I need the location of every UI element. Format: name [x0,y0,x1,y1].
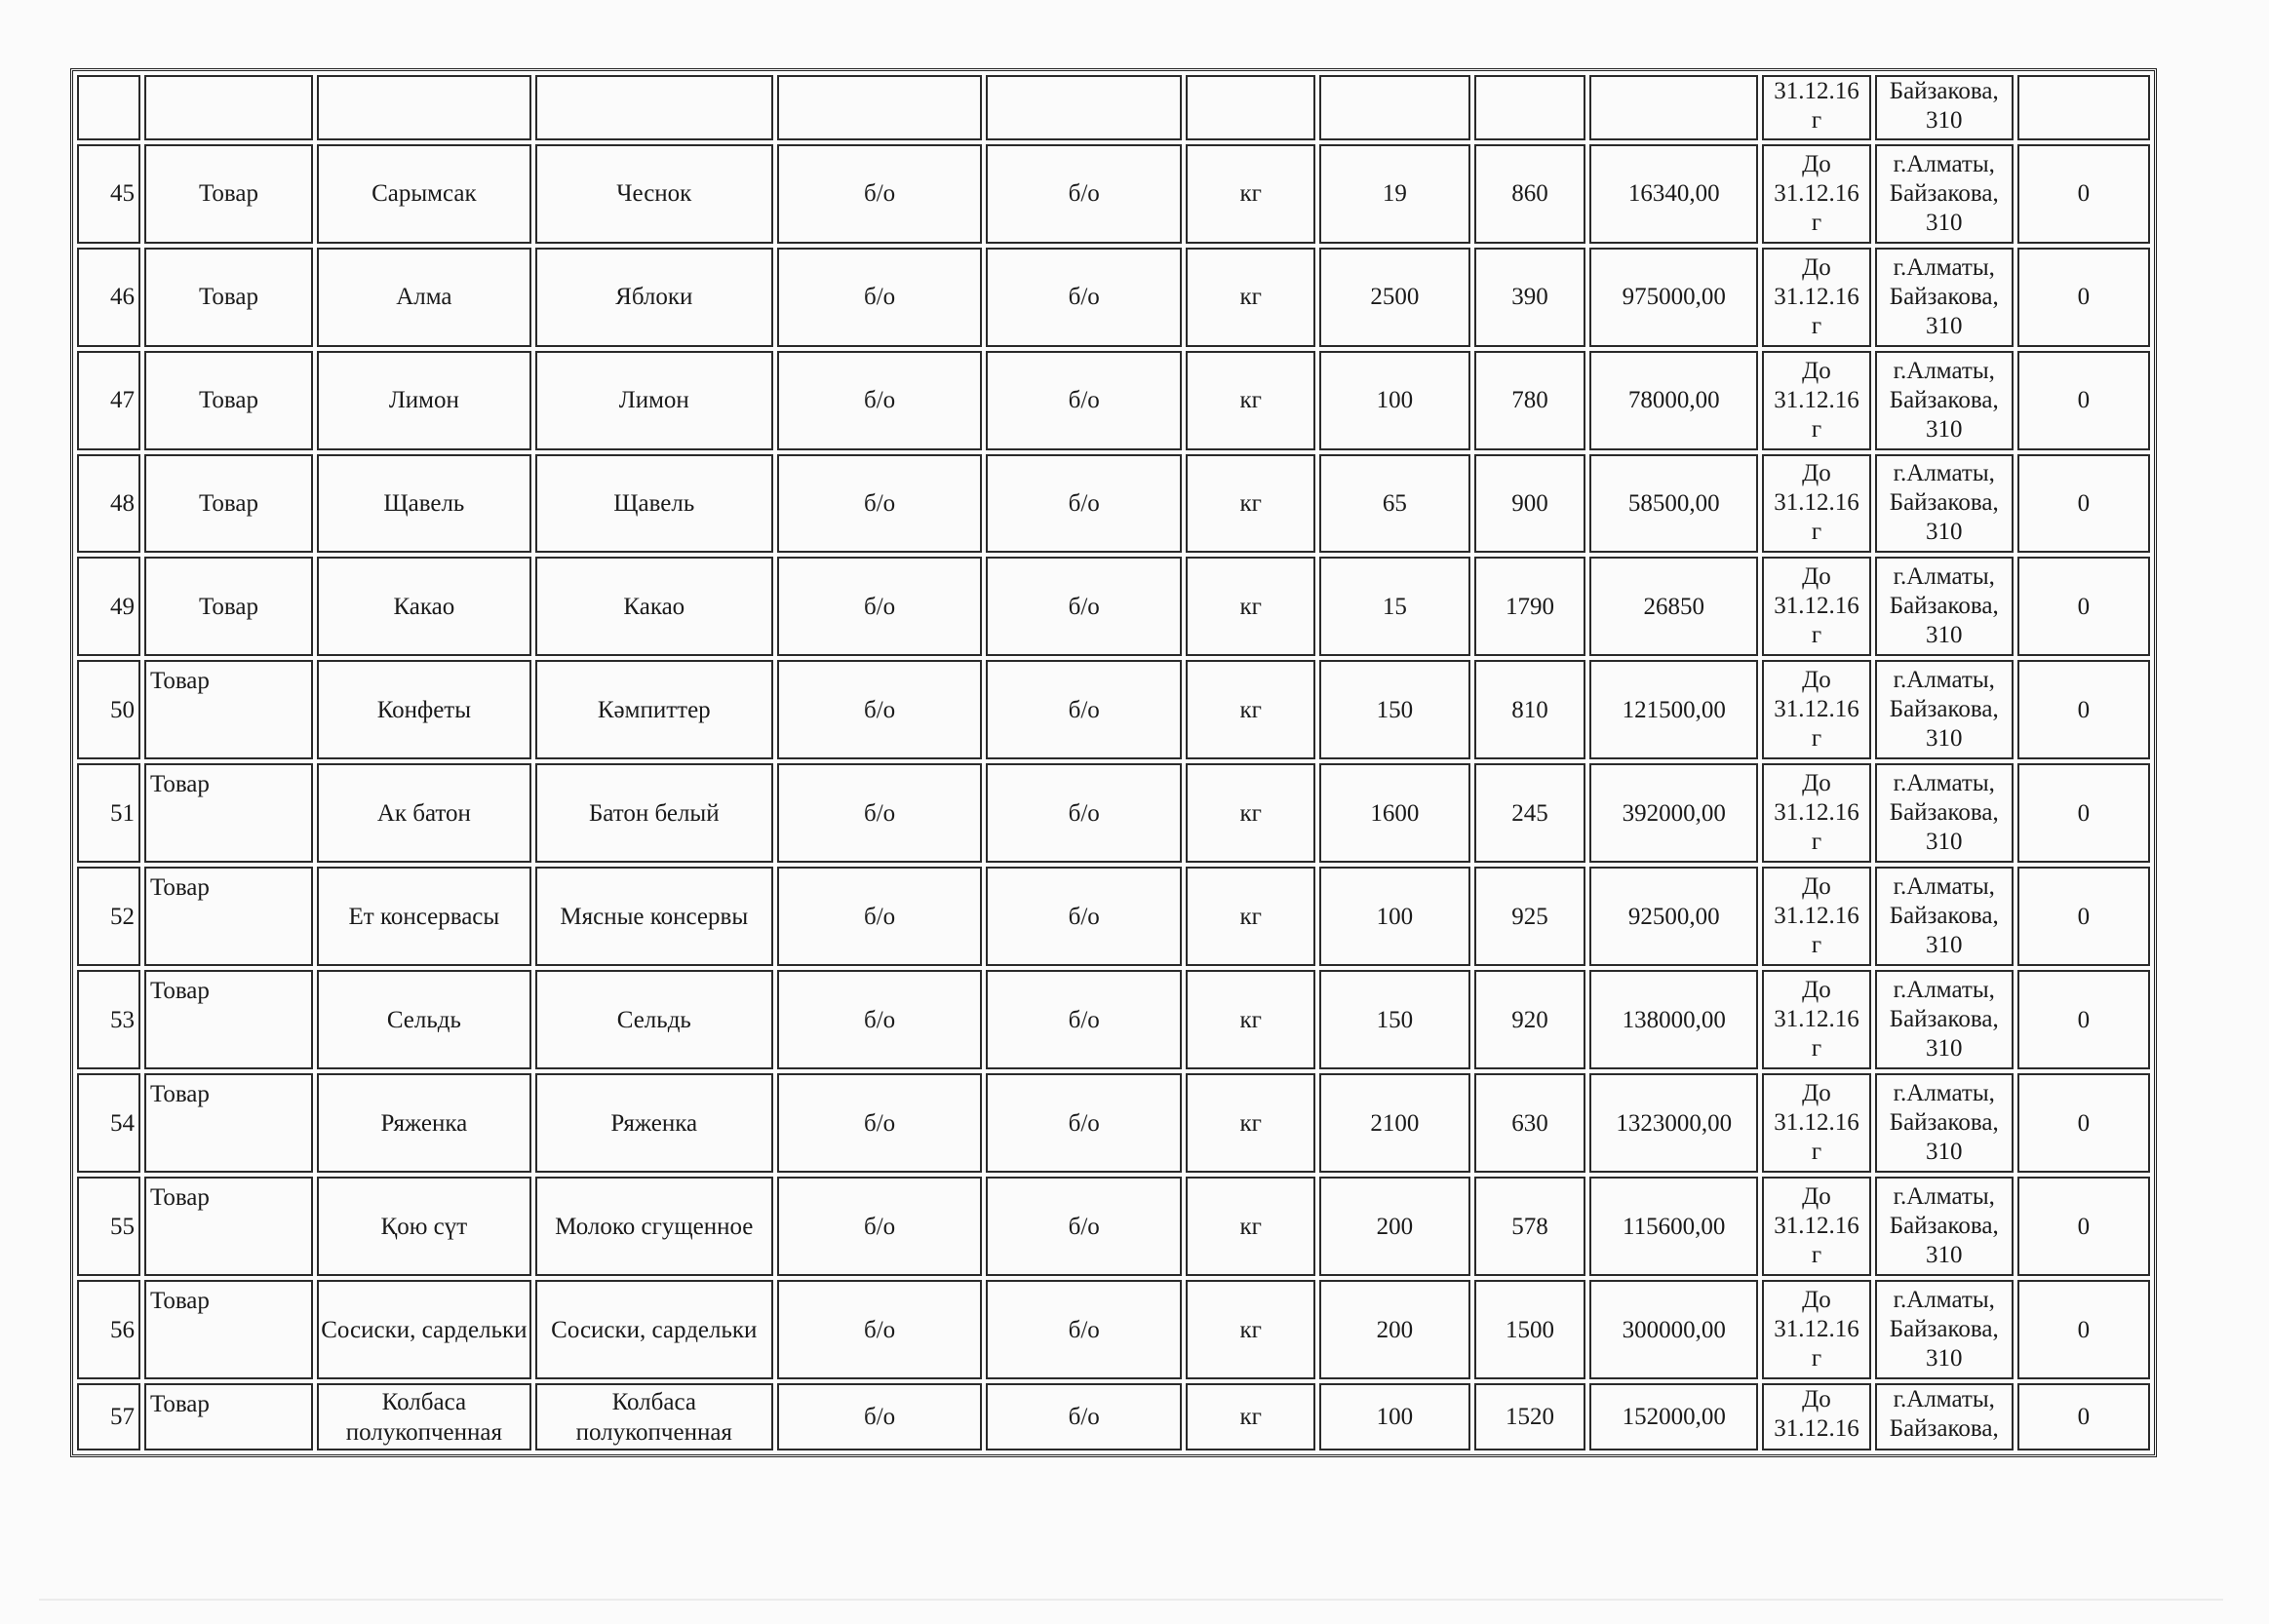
cell-qty: 100 [1319,867,1470,966]
table-row [77,1177,2150,1276]
cell-no: 47 [77,351,140,450]
cell-col5: б/о [777,1383,982,1450]
cell-qty: 100 [1319,1383,1470,1450]
cell-address: г.Алматы, Байзакова, 310 [1875,763,2014,863]
cell-price: 780 [1474,351,1585,450]
cell-type: Товар [144,1383,313,1450]
cell-unit [1186,75,1315,140]
cell-col5: б/о [777,1280,982,1379]
cell-col5: б/о [777,1073,982,1173]
cell-sum: 152000,00 [1589,1383,1758,1450]
cell-sum [1589,75,1758,140]
cell-type: Товар [144,867,313,966]
cell-date: До 31.12.16 г [1762,248,1870,347]
cell-col5: б/о [777,454,982,554]
cell-unit: кг [1186,867,1315,966]
cell-name-ru: Молоко сгущенное [535,1177,773,1276]
cell-sum: 392000,00 [1589,763,1758,863]
cell-col6: б/о [986,660,1182,759]
cell-name-kz: Ет консервасы [317,867,531,966]
cell-name-kz: Сарымсак [317,144,531,244]
cell-sum: 78000,00 [1589,351,1758,450]
cell-date: До 31.12.16 г [1762,763,1870,863]
cell-price: 1520 [1474,1383,1585,1450]
cell-col6: б/о [986,867,1182,966]
cell-unit: кг [1186,970,1315,1069]
cell-col5 [777,75,982,140]
cell-type: Товар [144,1177,313,1276]
cell-no: 49 [77,557,140,656]
cell-type: Товар [144,248,313,347]
table-row [77,454,2150,554]
cell-unit: кг [1186,351,1315,450]
procurement-table [73,71,2154,1454]
cell-sum: 138000,00 [1589,970,1758,1069]
cell-name-ru: Какао [535,557,773,656]
cell-name-ru: Лимон [535,351,773,450]
cell-name-ru: Яблоки [535,248,773,347]
cell-unit: кг [1186,1073,1315,1173]
table-row [77,351,2150,450]
cell-date: До 31.12.16 г [1762,454,1870,554]
scan-edge-line [39,1599,2223,1601]
cell-col5: б/о [777,1177,982,1276]
cell-address: г.Алматы, Байзакова, 310 [1875,660,2014,759]
cell-date: До 31.12.16 г [1762,1073,1870,1173]
cell-date: До 31.12.16 г [1762,351,1870,450]
cell-advance: 0 [2017,1177,2150,1276]
cell-advance: 0 [2017,351,2150,450]
cell-price: 245 [1474,763,1585,863]
cell-col6: б/о [986,351,1182,450]
cell-advance: 0 [2017,1073,2150,1173]
cell-col6: б/о [986,763,1182,863]
cell-price [1474,75,1585,140]
cell-date: До 31.12.16 г [1762,660,1870,759]
cell-sum: 115600,00 [1589,1177,1758,1276]
table-row [77,763,2150,863]
cell-price: 810 [1474,660,1585,759]
cell-address: г.Алматы, Байзакова, 310 [1875,351,2014,450]
cell-unit: кг [1186,248,1315,347]
cell-no: 50 [77,660,140,759]
cell-sum: 1323000,00 [1589,1073,1758,1173]
cell-col5: б/о [777,144,982,244]
cell-unit: кг [1186,144,1315,244]
table-row-partial [77,75,2150,140]
cell-price: 1500 [1474,1280,1585,1379]
cell-no: 51 [77,763,140,863]
cell-date: До 31.12.16 г [1762,144,1870,244]
cell-address: г.Алматы, Байзакова, 310 [1875,557,2014,656]
cell-date: До 31.12.16 г [1762,867,1870,966]
cell-qty: 150 [1319,660,1470,759]
cell-col5: б/о [777,660,982,759]
cell-qty: 200 [1319,1280,1470,1379]
cell-name-ru: Кәмпиттер [535,660,773,759]
cell-name-kz: Конфеты [317,660,531,759]
table-row [77,660,2150,759]
cell-no: 52 [77,867,140,966]
cell-advance: 0 [2017,970,2150,1069]
cell-advance: 0 [2017,763,2150,863]
cell-price: 390 [1474,248,1585,347]
cell-sum: 975000,00 [1589,248,1758,347]
table-row [77,1383,2150,1450]
cell-col5: б/о [777,248,982,347]
table-row [77,144,2150,244]
cell-name-kz: Ак батон [317,763,531,863]
cell-address: г.Алматы, Байзакова, 310 [1875,248,2014,347]
cell-advance: 0 [2017,867,2150,966]
cell-price: 630 [1474,1073,1585,1173]
cell-unit: кг [1186,1177,1315,1276]
cell-col5: б/о [777,557,982,656]
address-line1: Байзакова, [1889,78,1999,104]
cell-address: г.Алматы, Байзакова, 310 [1875,454,2014,554]
date-suffix: г [1811,107,1822,134]
cell-col6: б/о [986,454,1182,554]
cell-no: 56 [77,1280,140,1379]
cell-col6: б/о [986,970,1182,1069]
cell-col6 [986,75,1182,140]
date-line: 31.12.16 [1774,78,1859,104]
cell-no: 55 [77,1177,140,1276]
cell-type: Товар [144,454,313,554]
cell-qty: 1600 [1319,763,1470,863]
cell-name-kz: Какао [317,557,531,656]
cell-col6: б/о [986,557,1182,656]
table-row [77,248,2150,347]
cell-type: Товар [144,660,313,759]
cell-date: До 31.12.16 г [1762,1177,1870,1276]
cell-no: 48 [77,454,140,554]
cell-price: 900 [1474,454,1585,554]
cell-advance: 0 [2017,248,2150,347]
cell-qty: 19 [1319,144,1470,244]
cell-address: г.Алматы, Байзакова, 310 [1875,1280,2014,1379]
cell-col6: б/о [986,1280,1182,1379]
cell-type: Товар [144,351,313,450]
cell-name-kz: Алма [317,248,531,347]
cell-price: 578 [1474,1177,1585,1276]
cell-name-kz: Қою сүт [317,1177,531,1276]
cell-no: 57 [77,1383,140,1450]
cell-unit: кг [1186,1280,1315,1379]
cell-type: Товар [144,557,313,656]
table-row [77,557,2150,656]
table-row [77,970,2150,1069]
cell-name-ru: Сельдь [535,970,773,1069]
cell-qty: 2500 [1319,248,1470,347]
cell-unit: кг [1186,454,1315,554]
cell-date [1762,75,1870,140]
cell-price: 1790 [1474,557,1585,656]
cell-col6: б/о [986,248,1182,347]
cell-advance: 0 [2017,1383,2150,1450]
cell-sum: 92500,00 [1589,867,1758,966]
cell-qty: 15 [1319,557,1470,656]
cell-col5: б/о [777,970,982,1069]
cell-date: До 31.12.16 [1762,1383,1870,1450]
cell-name-kz: Лимон [317,351,531,450]
cell-unit: кг [1186,557,1315,656]
cell-sum: 58500,00 [1589,454,1758,554]
cell-name-kz [317,75,531,140]
cell-date: До 31.12.16 г [1762,970,1870,1069]
cell-name-ru: Щавель [535,454,773,554]
cell-qty: 150 [1319,970,1470,1069]
cell-type: Товар [144,970,313,1069]
cell-col5: б/о [777,351,982,450]
cell-sum: 16340,00 [1589,144,1758,244]
cell-no [77,75,140,140]
cell-advance: 0 [2017,1280,2150,1379]
cell-type: Товар [144,763,313,863]
cell-advance: 0 [2017,454,2150,554]
cell-no: 45 [77,144,140,244]
cell-address: г.Алматы, Байзакова, 310 [1875,1073,2014,1173]
cell-advance [2017,75,2150,140]
cell-name-ru: Сосиски, сардельки [535,1280,773,1379]
table-row [77,1073,2150,1173]
cell-qty: 65 [1319,454,1470,554]
cell-no: 54 [77,1073,140,1173]
cell-col5: б/о [777,763,982,863]
cell-address: г.Алматы, Байзакова, 310 [1875,970,2014,1069]
cell-unit: кг [1186,1383,1315,1450]
address-line2: 310 [1925,107,1963,134]
cell-name-kz: Сосиски, сардельки [317,1280,531,1379]
cell-unit: кг [1186,660,1315,759]
cell-address [1875,75,2014,140]
cell-sum: 121500,00 [1589,660,1758,759]
cell-price: 925 [1474,867,1585,966]
cell-no: 46 [77,248,140,347]
cell-advance: 0 [2017,660,2150,759]
cell-type: Товар [144,1073,313,1173]
cell-qty: 200 [1319,1177,1470,1276]
cell-name-ru: Мясные консервы [535,867,773,966]
cell-address: г.Алматы, Байзакова, 310 [1875,1177,2014,1276]
cell-unit: кг [1186,763,1315,863]
cell-name-kz: Щавель [317,454,531,554]
cell-no: 53 [77,970,140,1069]
cell-col5: б/о [777,867,982,966]
cell-price: 920 [1474,970,1585,1069]
cell-price: 860 [1474,144,1585,244]
cell-qty: 2100 [1319,1073,1470,1173]
cell-name-ru: Батон белый [535,763,773,863]
cell-address: г.Алматы, Байзакова, 310 [1875,144,2014,244]
cell-qty [1319,75,1470,140]
cell-advance: 0 [2017,557,2150,656]
cell-col6: б/о [986,1383,1182,1450]
cell-name-ru [535,75,773,140]
table-body [77,75,2150,1450]
cell-col6: б/о [986,144,1182,244]
cell-date: До 31.12.16 г [1762,1280,1870,1379]
cell-type: Товар [144,144,313,244]
cell-name-ru: Ряженка [535,1073,773,1173]
cell-col6: б/о [986,1177,1182,1276]
cell-address: г.Алматы, Байзакова, [1875,1383,2014,1450]
table-row [77,1280,2150,1379]
cell-sum: 26850 [1589,557,1758,656]
cell-qty: 100 [1319,351,1470,450]
table-row [77,867,2150,966]
cell-name-kz: Колбаса полукопченная [317,1383,531,1450]
cell-name-ru: Колбаса полукопченная [535,1383,773,1450]
cell-advance: 0 [2017,144,2150,244]
cell-col6: б/о [986,1073,1182,1173]
cell-sum: 300000,00 [1589,1280,1758,1379]
cell-address: г.Алматы, Байзакова, 310 [1875,867,2014,966]
cell-type: Товар [144,1280,313,1379]
cell-date: До 31.12.16 г [1762,557,1870,656]
cell-name-kz: Сельдь [317,970,531,1069]
cell-name-kz: Ряженка [317,1073,531,1173]
cell-name-ru: Чеснок [535,144,773,244]
cell-type [144,75,313,140]
procurement-table-frame [70,68,2157,1457]
